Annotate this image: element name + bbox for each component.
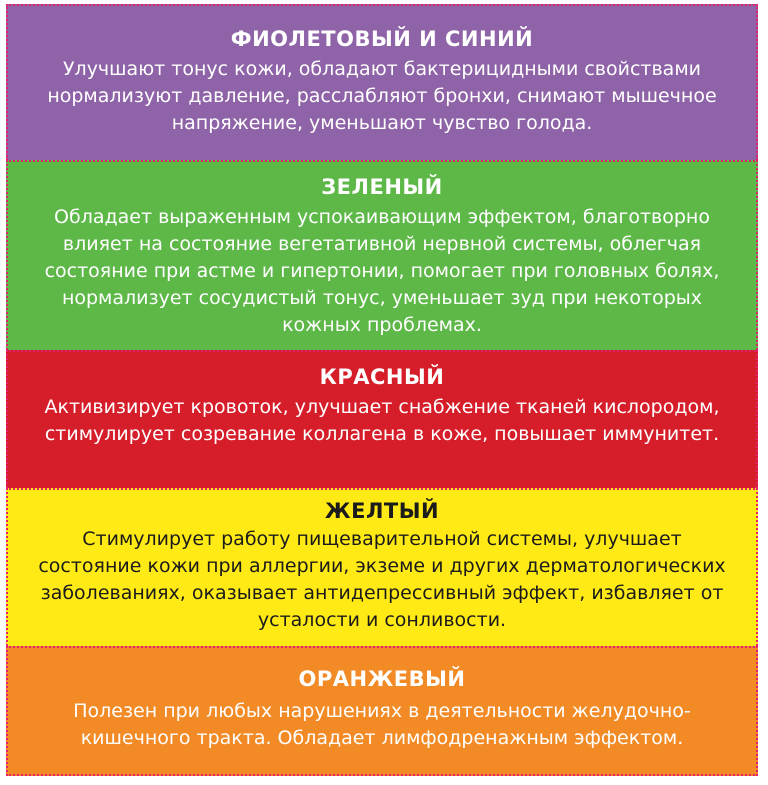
section-yellow bbox=[6, 488, 758, 646]
section-title: ФИОЛЕТОВЫЙ И СИНИЙ bbox=[230, 27, 534, 51]
section-text: Полезен при любых нарушениях в деятельности желудочно-кишечного тракта. Обладает лимфодренажным эффектом. bbox=[73, 700, 691, 749]
section-title: ЖЕЛТЫЙ bbox=[324, 499, 440, 523]
section-red bbox=[6, 350, 758, 488]
section-title: ОРАНЖЕВЫЙ bbox=[298, 667, 466, 691]
section-text: Активизирует кровоток, улучшает снабжение тканей кислородом, стимулирует созревание коллагена в коже, повышает иммунитет. bbox=[44, 396, 720, 445]
section-violet-blue bbox=[6, 4, 758, 160]
section-text: Улучшают тонус кожи, обладают бактерицидными свойствами нормализуют давление, расслабляют бронхи, снимают мышечное напряжение, уменьшают чувство голода. bbox=[47, 58, 717, 134]
section-title: КРАСНЫЙ bbox=[319, 365, 445, 389]
section-orange bbox=[6, 646, 758, 776]
section-text: Обладает выраженным успокаивающим эффектом, благотворно влияет на состояние вегетативной нервной системы, облегчая состояние при астме и гипертонии, помогает при головных болях, нормализует сосудистый тонус, уменьшает зуд при некоторых кожных проблемах. bbox=[44, 206, 720, 336]
section-title: ЗЕЛЕНЫЙ bbox=[321, 175, 443, 199]
section-text: Стимулирует работу пищеварительной системы, улучшает состояние кожи при аллергии, экземе и других дерматологических заболеваниях, оказывает антидепрессивный эффект, избавляет от усталости и сонливости. bbox=[38, 528, 726, 631]
section-green bbox=[6, 160, 758, 350]
